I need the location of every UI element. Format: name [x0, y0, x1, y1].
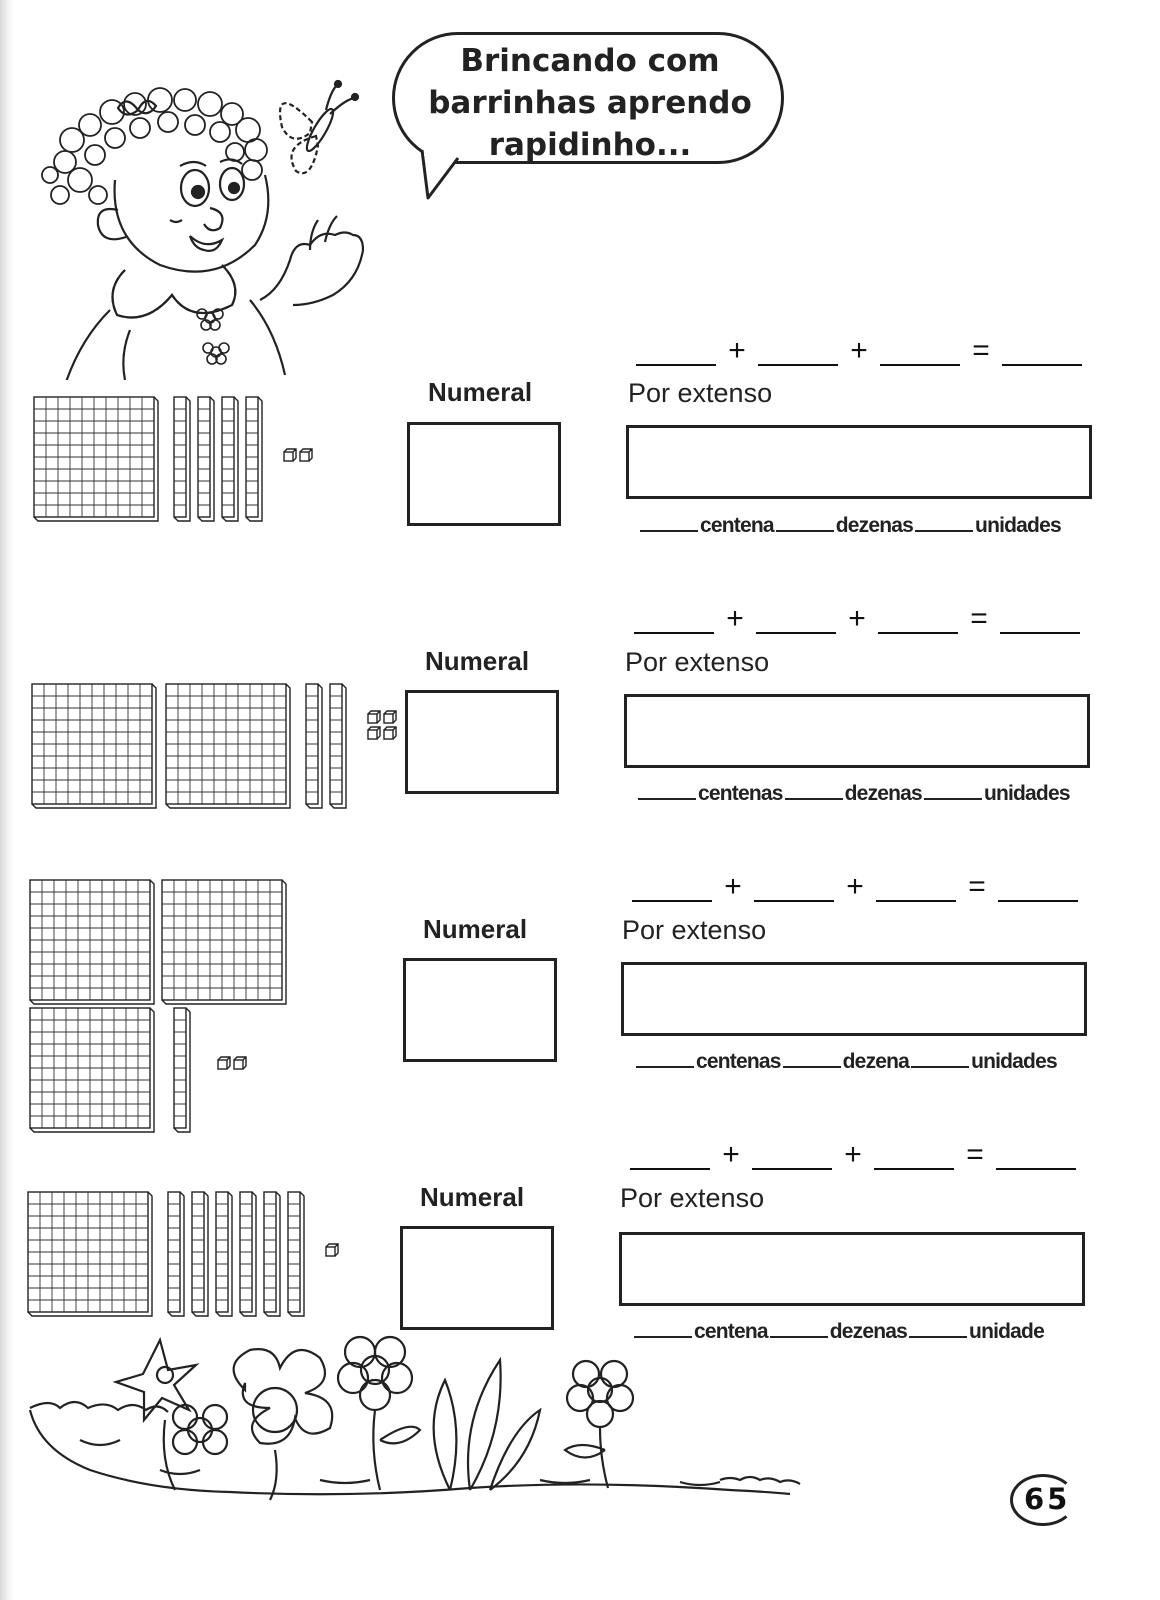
ten-rod-block [168, 1192, 184, 1316]
hundred-flat-block [34, 397, 158, 521]
por-extenso-label: Por extenso [622, 915, 767, 945]
base-ten-blocks-2 [30, 682, 410, 812]
page-edge-shadow [0, 0, 14, 1600]
unit-cube-block [368, 727, 380, 739]
equation-blank[interactable] [636, 338, 716, 366]
equation-blank[interactable] [874, 1142, 954, 1170]
units-label: unidades [971, 1050, 1057, 1073]
units-blank[interactable] [909, 1335, 967, 1338]
ten-rod-block [306, 684, 322, 808]
unit-cube-block [218, 1057, 230, 1069]
numeral-answer-box[interactable] [405, 690, 559, 794]
equals-sign: = [968, 870, 986, 903]
place-value-line [636, 782, 1070, 806]
por-extenso-answer-box[interactable] [619, 1232, 1085, 1306]
units-blank[interactable] [915, 529, 973, 532]
ten-rod-block [246, 397, 262, 521]
equation-blank[interactable] [632, 874, 712, 902]
butterfly [280, 81, 358, 173]
base-ten-blocks-4 [26, 1190, 356, 1320]
round-flower-2 [338, 1337, 420, 1490]
tens-label: dezenas [835, 514, 914, 537]
hundreds-label: centenas [696, 1050, 781, 1073]
units-blank[interactable] [924, 797, 982, 800]
base-ten-blocks-3 [28, 878, 358, 1134]
tens-label: dezenas [844, 782, 922, 805]
equation-result-blank[interactable] [1000, 606, 1080, 634]
unit-cube-block [300, 449, 312, 461]
tens-blank[interactable] [776, 529, 834, 532]
numeral-label: Numeral [425, 646, 530, 676]
hundred-flat-block [162, 880, 286, 1004]
plus-sign: + [724, 870, 742, 903]
por-extenso-answer-box[interactable] [621, 962, 1087, 1036]
hundreds-label: centenas [698, 782, 783, 805]
ten-rod-block [216, 1192, 232, 1316]
leaves [434, 1360, 540, 1490]
numeral-answer-box[interactable] [403, 958, 557, 1062]
plus-sign: + [846, 870, 864, 903]
equation-result-blank[interactable] [996, 1142, 1076, 1170]
numeral-label: Numeral [420, 1182, 525, 1212]
equation-blank[interactable] [880, 338, 960, 366]
equation-result-blank[interactable] [998, 874, 1078, 902]
ten-rod-block [240, 1192, 256, 1316]
speech-bubble-text [400, 40, 780, 166]
page-number: 65 [1024, 1482, 1071, 1516]
plus-sign: + [726, 602, 744, 635]
equation-blank[interactable] [756, 606, 836, 634]
hundreds-label: centena [694, 1320, 768, 1343]
round-flower-1 [173, 1405, 227, 1454]
place-value-line [634, 1050, 1057, 1074]
por-extenso-label: Por extenso [625, 647, 770, 677]
tens-blank[interactable] [785, 797, 843, 800]
ten-rod-block [330, 684, 346, 808]
equation-blank[interactable] [878, 606, 958, 634]
por-extenso-label: Por extenso [628, 378, 773, 408]
numeral-answer-box[interactable] [407, 422, 561, 526]
addition-equation-1 [636, 332, 1082, 366]
plus-sign: + [722, 1138, 740, 1171]
hundred-flat-block [28, 1192, 152, 1316]
ten-rod-block [174, 397, 190, 521]
hundred-flat-block [30, 1008, 154, 1132]
plus-sign: + [728, 334, 746, 367]
addition-equation-3 [632, 868, 1078, 902]
equation-result-blank[interactable] [1002, 338, 1082, 366]
unit-cube-block [384, 711, 396, 723]
equals-sign: = [970, 602, 988, 635]
ten-rod-block [174, 1008, 190, 1132]
plus-sign: + [850, 334, 868, 367]
place-value-line [638, 514, 1061, 538]
hundred-flat-block [166, 684, 290, 808]
plus-sign: + [844, 1138, 862, 1171]
round-flower-3 [565, 1361, 633, 1488]
ten-rod-block [288, 1192, 304, 1316]
numeral-label: Numeral [428, 377, 533, 407]
units-label: unidades [975, 514, 1061, 537]
numeral-answer-box[interactable] [400, 1226, 554, 1330]
equation-blank[interactable] [634, 606, 714, 634]
hundreds-blank[interactable] [636, 1065, 694, 1068]
equation-blank[interactable] [630, 1142, 710, 1170]
addition-equation-4 [630, 1136, 1076, 1170]
hundreds-blank[interactable] [638, 797, 696, 800]
speech-line-1: Brincando com [460, 43, 720, 79]
equals-sign: = [972, 334, 990, 367]
unit-cube-block [284, 449, 296, 461]
numeral-label: Numeral [423, 914, 528, 944]
big-flower [234, 1349, 333, 1500]
equation-blank[interactable] [876, 874, 956, 902]
por-extenso-answer-box[interactable] [626, 425, 1092, 499]
unit-cube-block [384, 727, 396, 739]
equation-blank[interactable] [754, 874, 834, 902]
tens-blank[interactable] [783, 1065, 841, 1068]
equals-sign: = [966, 1138, 984, 1171]
speech-line-2: barrinhas aprendo [428, 85, 752, 121]
equation-blank[interactable] [752, 1142, 832, 1170]
ten-rod-block [264, 1192, 280, 1316]
garden-illustration [20, 1320, 840, 1520]
ten-rod-block [192, 1192, 208, 1316]
unit-cube-block [368, 711, 380, 723]
girl-illustration [20, 70, 400, 380]
units-label: unidade [969, 1320, 1044, 1343]
ten-rod-block [222, 397, 238, 521]
star-flower [116, 1340, 196, 1490]
por-extenso-answer-box[interactable] [624, 694, 1090, 768]
por-extenso-label: Por extenso [620, 1183, 765, 1213]
equation-blank[interactable] [758, 338, 838, 366]
hundred-flat-block [32, 684, 156, 808]
units-label: unidades [983, 782, 1070, 805]
addition-equation-2 [634, 600, 1080, 634]
speech-line-3: rapidinho... [488, 127, 692, 163]
hundreds-blank[interactable] [640, 529, 698, 532]
tens-label: dezena [842, 1050, 910, 1073]
unit-cube-block [326, 1244, 338, 1256]
hundred-flat-block [30, 880, 154, 1004]
units-blank[interactable] [911, 1065, 969, 1068]
plus-sign: + [848, 602, 866, 635]
base-ten-blocks-1 [32, 395, 362, 525]
ten-rod-block [198, 397, 214, 521]
hundreds-label: centena [700, 514, 774, 537]
tens-label: dezenas [829, 1320, 908, 1343]
unit-cube-block [234, 1057, 246, 1069]
